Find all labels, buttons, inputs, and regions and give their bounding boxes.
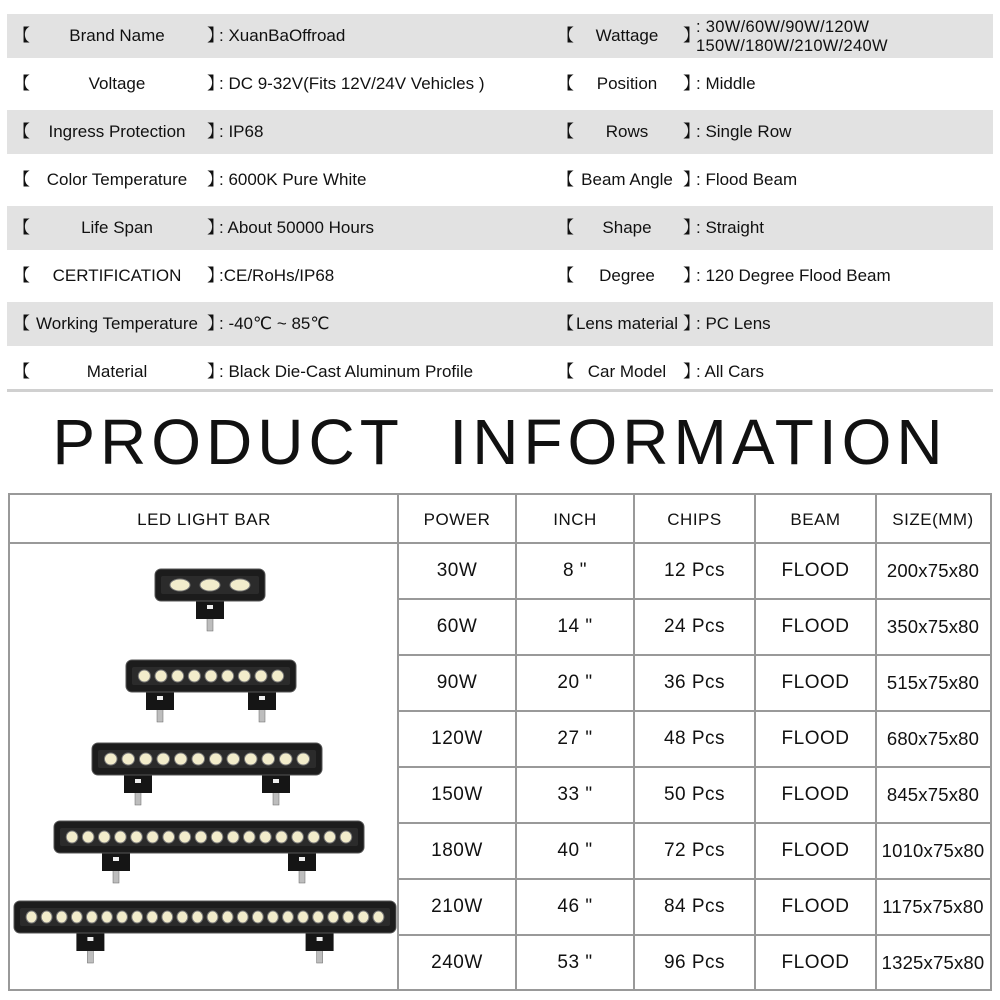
cell-beam: FLOOD xyxy=(781,784,850,805)
spec-value: : IP68 xyxy=(219,122,264,141)
spec-value: : 6000K Pure White xyxy=(219,170,367,189)
led-chip xyxy=(205,670,217,682)
cell-beam: FLOOD xyxy=(781,952,850,973)
cell-chips: 36 Pcs xyxy=(663,672,726,693)
cell-inch: 27 " xyxy=(557,728,593,749)
led-chip xyxy=(26,911,37,923)
led-chip xyxy=(297,753,310,765)
led-chip xyxy=(56,911,67,923)
spec-value: : About 50000 Hours xyxy=(219,218,375,237)
led-light-bar-icon xyxy=(126,660,296,722)
led-chip xyxy=(147,911,158,923)
led-chip xyxy=(373,911,384,923)
led-chip xyxy=(177,911,188,923)
cell-size: 680x75x80 xyxy=(886,728,980,749)
led-chip xyxy=(227,831,239,843)
cell-inch: 14 " xyxy=(557,616,593,637)
cell-beam: FLOOD xyxy=(781,672,850,693)
cell-chips: 72 Pcs xyxy=(663,840,726,861)
led-chip xyxy=(138,670,150,682)
led-chip xyxy=(230,579,250,591)
spec-label: Shape xyxy=(602,218,652,237)
spec-label: Brand Name xyxy=(69,26,165,45)
bracket-close: 】 xyxy=(683,362,700,381)
bracket-open: 【 xyxy=(13,266,30,285)
cell-power: 240W xyxy=(431,952,483,973)
led-chip xyxy=(71,911,82,923)
bracket-close: 】 xyxy=(683,26,700,45)
cell-chips: 48 Pcs xyxy=(663,728,726,749)
spec-label: CERTIFICATION xyxy=(52,266,182,285)
bracket-open: 【 xyxy=(13,74,30,93)
cell-beam: FLOOD xyxy=(781,616,850,637)
bracket-open: 【 xyxy=(557,266,574,285)
light-bar-illustrations xyxy=(10,543,398,991)
page-title: PRODUCT INFORMATION xyxy=(52,406,948,478)
cell-size: 1010x75x80 xyxy=(881,840,985,861)
wattage-line-1: : 30W/60W/90W/120W xyxy=(696,18,870,36)
led-chip xyxy=(340,831,352,843)
led-chip xyxy=(192,911,203,923)
spec-label: Ingress Protection xyxy=(48,122,186,141)
cell-chips: 12 Pcs xyxy=(663,560,726,581)
bracket-open: 【 xyxy=(13,26,30,45)
cell-chips: 24 Pcs xyxy=(663,616,726,637)
cell-size: 515x75x80 xyxy=(886,672,980,693)
header-chips: CHIPS xyxy=(667,510,722,529)
led-chip xyxy=(104,753,117,765)
bracket-open: 【 xyxy=(557,26,574,45)
mount-bracket xyxy=(248,690,276,722)
bracket-close: 】 xyxy=(207,362,224,381)
led-chip xyxy=(86,911,97,923)
led-chip xyxy=(328,911,339,923)
led-chip xyxy=(102,911,113,923)
cell-chips: 96 Pcs xyxy=(663,952,726,973)
spec-list xyxy=(7,14,993,398)
bracket-close: 】 xyxy=(207,26,224,45)
led-chip xyxy=(283,911,294,923)
led-chip xyxy=(122,753,135,765)
led-chip xyxy=(41,911,52,923)
spec-row xyxy=(7,14,993,58)
led-chip xyxy=(192,753,205,765)
spec-label: Car Model xyxy=(587,362,667,381)
spec-value: : Single Row xyxy=(696,122,792,141)
spec-value: : -40℃ ~ 85℃ xyxy=(219,314,330,333)
led-chip xyxy=(66,831,78,843)
cell-size: 200x75x80 xyxy=(886,560,980,581)
spec-row xyxy=(7,302,993,346)
mount-bracket xyxy=(76,931,104,963)
led-chip xyxy=(298,911,309,923)
led-chip xyxy=(272,670,284,682)
led-chip xyxy=(292,831,304,843)
led-chip xyxy=(244,753,257,765)
led-chip xyxy=(324,831,336,843)
led-chip xyxy=(188,670,200,682)
led-chip xyxy=(179,831,191,843)
led-chip xyxy=(308,831,320,843)
spec-label: Lens material xyxy=(575,314,679,333)
spec-label: Degree xyxy=(599,266,655,285)
cell-power: 30W xyxy=(436,560,478,581)
cell-power: 150W xyxy=(431,784,483,805)
led-chip xyxy=(98,831,110,843)
header-size: SIZE(MM) xyxy=(892,510,974,529)
spec-value: : Middle xyxy=(696,74,756,93)
led-light-bar-icon xyxy=(54,821,364,883)
header-inch: INCH xyxy=(553,510,597,529)
cell-size: 1325x75x80 xyxy=(881,952,985,973)
bracket-close: 】 xyxy=(683,170,700,189)
bracket-close: 】 xyxy=(207,74,224,93)
bracket-open: 【 xyxy=(13,170,30,189)
spec-label: Wattage xyxy=(595,26,659,45)
mount-bracket xyxy=(124,773,152,805)
led-chip xyxy=(276,831,288,843)
cell-power: 180W xyxy=(431,840,483,861)
mount-bracket xyxy=(196,599,224,631)
cell-power: 90W xyxy=(436,672,478,693)
bracket-open: 【 xyxy=(557,218,574,237)
spec-row xyxy=(7,350,993,394)
led-chip xyxy=(267,911,278,923)
led-chip xyxy=(211,831,223,843)
mount-bracket xyxy=(102,851,130,883)
led-chip xyxy=(162,911,173,923)
led-chip xyxy=(147,831,159,843)
led-chip xyxy=(163,831,175,843)
spec-value: : PC Lens xyxy=(696,314,771,333)
header-power: POWER xyxy=(423,510,491,529)
bracket-close: 】 xyxy=(683,74,700,93)
led-chip xyxy=(209,753,222,765)
light-bar-drawing xyxy=(10,543,398,991)
bracket-close: 】 xyxy=(207,314,224,333)
bracket-close: 】 xyxy=(683,218,700,237)
bracket-open: 【 xyxy=(13,122,30,141)
spec-value: : Flood Beam xyxy=(696,170,798,189)
product-table xyxy=(8,493,992,991)
spec-value: : All Cars xyxy=(696,362,765,381)
led-chip xyxy=(252,911,263,923)
bracket-open: 【 xyxy=(557,74,574,93)
cell-beam: FLOOD xyxy=(781,560,850,581)
bracket-close: 】 xyxy=(683,314,700,333)
mount-bracket xyxy=(146,690,174,722)
spec-row xyxy=(7,254,993,298)
led-chip xyxy=(238,670,250,682)
led-chip xyxy=(132,911,143,923)
bracket-close: 】 xyxy=(207,266,224,285)
led-chip xyxy=(139,753,152,765)
cell-inch: 33 " xyxy=(557,784,593,805)
led-light-bar-icon xyxy=(14,901,396,963)
bracket-open: 【 xyxy=(13,218,30,237)
spec-value: :CE/RoHs/IP68 xyxy=(219,266,335,285)
led-light-bar-icon xyxy=(92,743,322,805)
cell-power: 210W xyxy=(431,896,483,917)
mount-bracket xyxy=(306,931,334,963)
cell-inch: 46 " xyxy=(557,896,593,917)
spec-value: : XuanBaOffroad xyxy=(219,26,346,45)
led-chip xyxy=(227,753,240,765)
cell-inch: 40 " xyxy=(557,840,593,861)
spec-label: Beam Angle xyxy=(581,170,673,189)
led-chip xyxy=(157,753,170,765)
led-chip xyxy=(170,579,190,591)
cell-beam: FLOOD xyxy=(781,896,850,917)
cell-chips: 50 Pcs xyxy=(663,784,726,805)
bracket-close: 】 xyxy=(207,122,224,141)
cell-beam: FLOOD xyxy=(781,840,850,861)
cell-size: 845x75x80 xyxy=(886,784,980,805)
led-chip xyxy=(222,670,234,682)
cell-inch: 53 " xyxy=(557,952,593,973)
led-chip xyxy=(115,831,127,843)
cell-beam: FLOOD xyxy=(781,728,850,749)
led-chip xyxy=(200,579,220,591)
spec-label: Position xyxy=(596,74,658,93)
mount-bracket xyxy=(288,851,316,883)
led-light-bar-icon xyxy=(155,569,265,631)
bracket-close: 】 xyxy=(207,170,224,189)
bracket-open: 【 xyxy=(13,362,30,381)
spec-value: : Straight xyxy=(696,218,765,237)
cell-power: 60W xyxy=(436,616,478,637)
spec-value: : Black Die-Cast Aluminum Profile xyxy=(219,362,474,381)
spec-label: Working Temperature xyxy=(36,314,198,333)
spec-row xyxy=(7,62,993,106)
header-beam: BEAM xyxy=(790,510,841,529)
spec-label: Life Span xyxy=(81,218,153,237)
divider xyxy=(7,389,993,392)
bracket-close: 】 xyxy=(683,122,700,141)
led-chip xyxy=(313,911,324,923)
spec-label: Color Temperature xyxy=(46,170,188,189)
spec-label: Rows xyxy=(605,122,649,141)
led-chip xyxy=(222,911,233,923)
bracket-close: 】 xyxy=(207,218,224,237)
led-chip xyxy=(172,670,184,682)
led-chip xyxy=(237,911,248,923)
led-chip xyxy=(243,831,255,843)
mount-bracket xyxy=(262,773,290,805)
spec-value xyxy=(696,18,888,56)
led-chip xyxy=(82,831,94,843)
led-chip xyxy=(262,753,275,765)
cell-size: 1175x75x80 xyxy=(882,896,984,917)
spec-value: : DC 9-32V(Fits 12V/24V Vehicles ) xyxy=(219,74,485,93)
cell-size: 350x75x80 xyxy=(886,616,980,637)
header-led-light-bar: LED LIGHT BAR xyxy=(137,510,271,529)
led-chip xyxy=(260,831,272,843)
led-chip xyxy=(358,911,369,923)
bracket-open: 【 xyxy=(557,314,574,333)
cell-chips: 84 Pcs xyxy=(663,896,726,917)
spec-value: : 120 Degree Flood Beam xyxy=(696,266,891,285)
led-chip xyxy=(155,670,167,682)
led-chip xyxy=(131,831,143,843)
led-chip xyxy=(255,670,267,682)
spec-row xyxy=(7,158,993,202)
led-chip xyxy=(117,911,128,923)
bracket-close: 】 xyxy=(683,266,700,285)
led-chip xyxy=(279,753,292,765)
spec-row xyxy=(7,110,993,154)
led-chip xyxy=(343,911,354,923)
led-chip xyxy=(195,831,207,843)
bracket-open: 【 xyxy=(557,122,574,141)
cell-power: 120W xyxy=(431,728,483,749)
cell-inch: 8 " xyxy=(562,560,588,581)
bracket-open: 【 xyxy=(557,362,574,381)
cell-inch: 20 " xyxy=(557,672,593,693)
led-chip xyxy=(174,753,187,765)
bracket-open: 【 xyxy=(557,170,574,189)
spec-label: Voltage xyxy=(88,74,146,93)
bracket-open: 【 xyxy=(13,314,30,333)
wattage-line-2: 150W/180W/210W/240W xyxy=(696,37,888,55)
led-chip xyxy=(207,911,218,923)
spec-label: Material xyxy=(86,362,148,381)
spec-row xyxy=(7,206,993,250)
